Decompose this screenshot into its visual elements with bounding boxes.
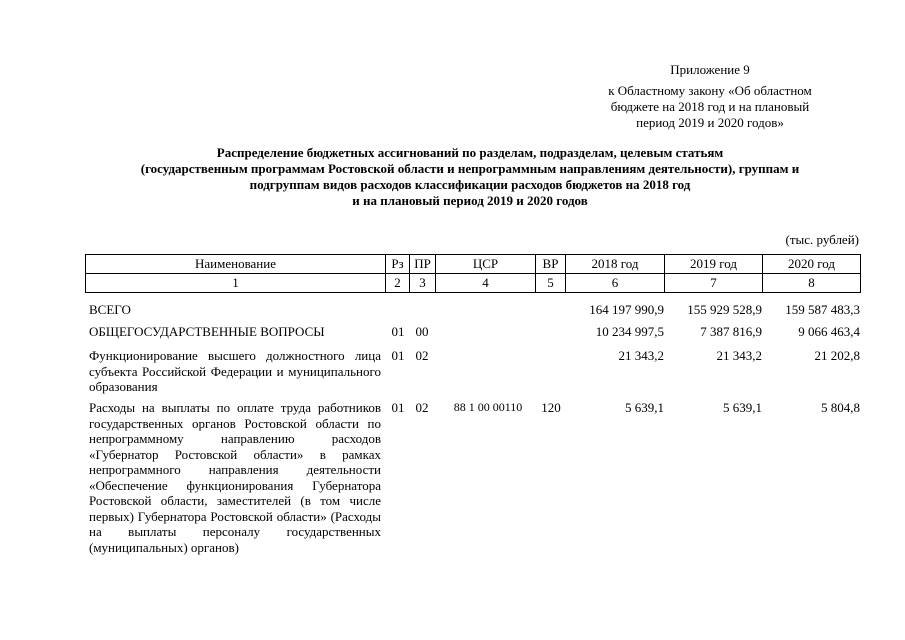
col-number: 1 [86, 274, 386, 293]
col-header-name: Наименование [86, 255, 386, 274]
row-name: Функционирование высшего должностного лица субъекта Российской Федерации и муниципального образования [89, 348, 381, 394]
row-name: Расходы на выплаты по оплате труда работников государственных органов Ростовской области по непрограммному направлению расходов «Губернатор Ростовской области» в рамках непрограммного направления деятельности «Обеспечение функционирования Губернатора Ростовской области, заместителей (в том числе первых) Губернатора Ростовской области» (Расходы на выплаты персоналу государственных (муниципальных) органов) [89, 400, 381, 555]
title-line: (государственным программам Ростовской области и непрограммным направлениям деятельности), группам и [140, 161, 800, 176]
row-value-2019: 21 343,2 [716, 348, 762, 363]
col-header-2020: 2020 год [763, 255, 861, 274]
row-pr: 00 [415, 324, 429, 339]
row-value-2018: 164 197 990,9 [589, 302, 664, 317]
col-number: 5 [536, 274, 566, 293]
col-header-2019: 2019 год [665, 255, 763, 274]
row-value-2020: 159 587 483,3 [785, 302, 860, 317]
row-rz: 01 [391, 324, 405, 339]
row-value-2018: 21 343,2 [618, 348, 664, 363]
col-number: 2 [386, 274, 410, 293]
title-line: Распределение бюджетных ассигнований по разделам, подразделам, целевым статьям [216, 145, 724, 160]
col-header-pr: ПР [410, 255, 436, 274]
row-rz: 01 [391, 400, 405, 415]
row-value-2019: 5 639,1 [723, 400, 762, 415]
appendix-line: период 2019 и 2020 годов» [636, 115, 784, 130]
appendix-note [560, 62, 860, 131]
row-pr: 02 [415, 348, 429, 363]
table-header [85, 254, 861, 293]
appendix-line: к Областному закону «Об областном [608, 83, 812, 98]
row-vr: 120 [541, 400, 561, 415]
row-csr: 88 1 00 00110 [453, 400, 523, 414]
row-name: ОБЩЕГОСУДАРСТВЕННЫЕ ВОПРОСЫ [89, 324, 325, 339]
row-value-2018: 10 234 997,5 [595, 324, 664, 339]
row-value-2019: 155 929 528,9 [687, 302, 762, 317]
appendix-line: бюджете на 2018 год и на плановый [610, 99, 810, 114]
column-number-row [86, 274, 861, 293]
title-line: подгруппам видов расходов классификации расходов бюджетов на 2018 год [249, 177, 691, 192]
appendix-number: Приложение 9 [670, 62, 750, 77]
row-rz: 01 [391, 348, 405, 363]
row-name: ВСЕГО [89, 302, 131, 317]
col-number: 4 [436, 274, 536, 293]
title-line: и на плановый период 2019 и 2020 годов [352, 193, 588, 208]
row-value-2019: 7 387 816,9 [700, 324, 762, 339]
row-value-2020: 5 804,8 [821, 400, 860, 415]
row-pr: 02 [415, 400, 429, 415]
header-row [86, 255, 861, 274]
row-value-2020: 21 202,8 [814, 348, 860, 363]
col-number: 8 [763, 274, 861, 293]
col-header-vr: ВР [536, 255, 566, 274]
col-number: 3 [410, 274, 436, 293]
col-number: 6 [566, 274, 665, 293]
document-title [70, 145, 870, 209]
col-number: 7 [665, 274, 763, 293]
col-header-csr: ЦСР [436, 255, 536, 274]
col-header-rz: Рз [386, 255, 410, 274]
units-label: (тыс. рублей) [785, 232, 859, 247]
col-header-2018: 2018 год [566, 255, 665, 274]
row-value-2018: 5 639,1 [625, 400, 664, 415]
row-value-2020: 9 066 463,4 [798, 324, 860, 339]
